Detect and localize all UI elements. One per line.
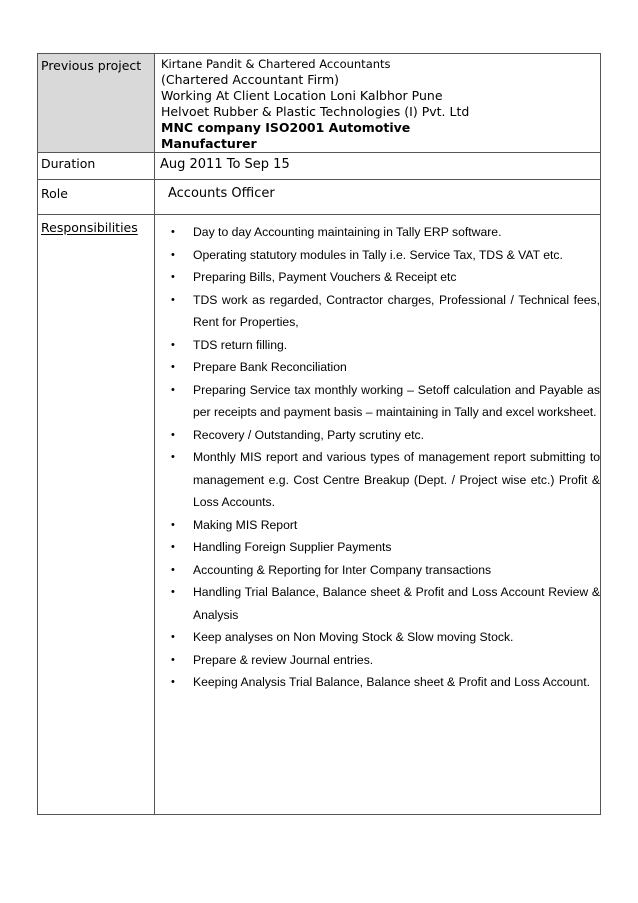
- bullet-icon: •: [171, 676, 175, 688]
- responsibility-text: Prepare & review Journal entries.: [193, 652, 374, 667]
- responsibility-item: [155, 221, 600, 244]
- responsibility-text: Making MIS Report: [193, 517, 298, 532]
- responsibility-item: [155, 649, 600, 672]
- responsibility-item: [155, 626, 600, 649]
- responsibility-text: Operating statutory modules in Tally i.e. Service Tax, TDS & VAT etc.: [193, 247, 563, 262]
- bullet-icon: •: [171, 541, 175, 553]
- previous-project-value: [155, 54, 601, 153]
- responsibility-text: Keep analyses on Non Moving Stock & Slow moving Stock.: [193, 630, 514, 644]
- role-value: Accounts Officer: [155, 180, 601, 215]
- bullet-icon: •: [171, 563, 175, 576]
- project-line: Kirtane Pandit & Chartered Accountants: [161, 57, 391, 71]
- responsibility-item: [155, 334, 600, 357]
- project-line: Working At Client Location Loni Kalbhor Pune: [161, 88, 443, 103]
- bullet-icon: •: [171, 653, 175, 666]
- responsibility-text: Preparing Bills, Payment Vouchers & Receipt etc: [193, 270, 457, 284]
- responsibility-item: [155, 289, 600, 334]
- responsibilities-row: [38, 215, 601, 815]
- responsibility-item: [155, 536, 600, 559]
- responsibility-text: TDS return filling.: [193, 337, 288, 352]
- responsibility-item: [155, 424, 600, 447]
- role-row: [38, 180, 601, 215]
- bullet-icon: •: [171, 428, 175, 441]
- bullet-icon: •: [171, 338, 175, 351]
- responsibility-text: TDS work as regarded, Contractor charges, Professional / Technical fees, Rent for Properties,: [193, 292, 600, 329]
- bullet-icon: •: [171, 383, 175, 396]
- previous-project-label: Previous project: [38, 54, 155, 153]
- responsibilities-list: [155, 215, 600, 694]
- responsibility-text: Handling Trial Balance, Balance sheet & Profit and Loss Account Review & Analysis: [193, 585, 600, 622]
- bullet-icon: •: [171, 248, 175, 261]
- responsibility-item: [155, 356, 600, 379]
- bullet-icon: •: [171, 271, 175, 283]
- responsibility-item: [155, 581, 600, 626]
- duration-row: [38, 153, 601, 180]
- responsibility-text: Prepare Bank Reconciliation: [193, 360, 347, 374]
- responsibility-item: [155, 559, 600, 582]
- responsibility-text: Preparing Service tax monthly working – Setoff calculation and Payable as per receipts and payment basis – maintaining in Tally and excel worksheet.: [193, 382, 600, 419]
- responsibility-text: Handling Foreign Supplier Payments: [193, 540, 392, 554]
- role-label: Role: [38, 180, 155, 215]
- project-line: Helvoet Rubber & Plastic Technologies (I) Pvt. Ltd: [161, 104, 470, 119]
- responsibility-item: [155, 244, 600, 267]
- responsibility-item: [155, 671, 600, 694]
- bullet-icon: •: [171, 586, 175, 598]
- duration-label: Duration: [38, 153, 155, 180]
- bullet-icon: •: [171, 451, 175, 463]
- previous-project-row: [38, 54, 601, 153]
- bullet-icon: •: [171, 631, 175, 643]
- responsibility-item: [155, 446, 600, 514]
- responsibilities-value: [155, 215, 601, 815]
- responsibility-item: [155, 379, 600, 424]
- project-line: (Chartered Accountant Firm): [161, 72, 340, 87]
- bullet-icon: •: [171, 518, 175, 531]
- bullet-icon: •: [171, 226, 175, 238]
- responsibility-text: Day to day Accounting maintaining in Tally ERP software.: [193, 225, 502, 239]
- responsibility-item: [155, 514, 600, 537]
- responsibilities-label: Responsibilities: [38, 215, 155, 815]
- bullet-icon: •: [171, 293, 175, 306]
- experience-table: [37, 53, 601, 815]
- responsibility-text: Keeping Analysis Trial Balance, Balance sheet & Profit and Loss Account.: [193, 675, 591, 689]
- responsibility-text: Monthly MIS report and various types of management report submitting to management e.g. Cost Centre Breakup (Dept. / Project wise etc.) Profit & Loss Accounts.: [193, 450, 600, 509]
- project-line: Manufacturer: [161, 136, 257, 151]
- duration-value: Aug 2011 To Sep 15: [155, 153, 601, 180]
- project-line: MNC company ISO2001 Automotive: [161, 120, 411, 135]
- responsibility-item: [155, 266, 600, 289]
- responsibility-text: Accounting & Reporting for Inter Company transactions: [193, 562, 492, 577]
- responsibility-text: Recovery / Outstanding, Party scrutiny etc.: [193, 427, 424, 442]
- bullet-icon: •: [171, 361, 175, 373]
